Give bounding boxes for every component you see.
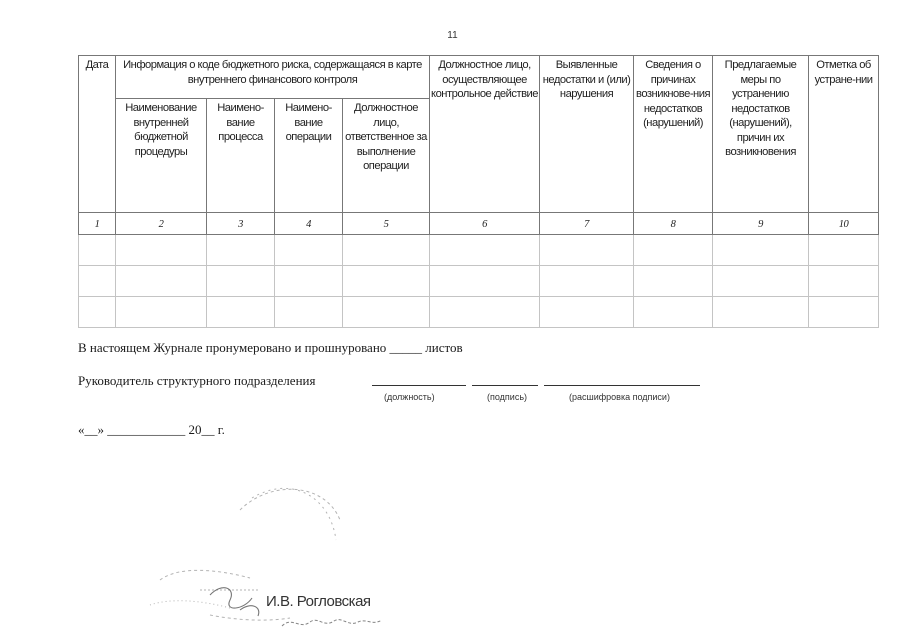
table-cell: [275, 266, 343, 297]
table-cell: [430, 297, 540, 328]
date-line: «__» ____________ 20__ г.: [78, 422, 225, 437]
position-caption: (должность): [384, 392, 435, 402]
column-number: 2: [116, 213, 207, 235]
column-number: 5: [343, 213, 430, 235]
handwritten-signature-icon: [278, 612, 388, 634]
table-row: [79, 297, 879, 328]
signer-name: И.В. Рогловская: [266, 593, 371, 610]
table-cell: [343, 266, 430, 297]
table-cell: [540, 297, 634, 328]
table-cell: [634, 235, 713, 266]
table-cell: [540, 235, 634, 266]
table-cell: [343, 235, 430, 266]
table-cell: [809, 297, 879, 328]
full-name-caption: (расшифровка подписи): [569, 392, 670, 402]
table-row: [79, 235, 879, 266]
header-measures: Предлагаемые меры по устранению недостатков (нарушений), причин их возникновения: [713, 56, 809, 213]
table-cell: [634, 266, 713, 297]
column-number: 9: [713, 213, 809, 235]
header-elimination-mark: Отметка об устране-нии: [809, 56, 879, 213]
table-cell: [713, 266, 809, 297]
table-cell: [713, 235, 809, 266]
table-cell: [79, 266, 116, 297]
subheader-responsible-official: Должностное лицо, ответственное за выполнение операции: [343, 99, 430, 213]
column-number: 4: [275, 213, 343, 235]
table-cell: [809, 235, 879, 266]
column-number: 10: [809, 213, 879, 235]
table-row: [79, 266, 879, 297]
table-cell: [116, 235, 207, 266]
table-cell: [275, 297, 343, 328]
table-cell: [116, 266, 207, 297]
signature-line: [472, 385, 538, 386]
table-cell: [634, 297, 713, 328]
column-number: 8: [634, 213, 713, 235]
subheader-process-name: Наимено-вание процесса: [207, 99, 275, 213]
full-name-signature-line: [544, 385, 700, 386]
position-signature-line: [372, 385, 466, 386]
column-number-row: [79, 213, 879, 235]
column-number: 6: [430, 213, 540, 235]
table-cell: [207, 297, 275, 328]
header-causes: Сведения о причинах возникнове-ния недостатков (нарушений): [634, 56, 713, 213]
table-cell: [713, 297, 809, 328]
table-cell: [275, 235, 343, 266]
subheader-operation-name: Наимено-вание операции: [275, 99, 343, 213]
column-number: 1: [79, 213, 116, 235]
control-journal-table: [78, 55, 879, 328]
table-cell: [343, 297, 430, 328]
table-cell: [430, 235, 540, 266]
table-cell: [207, 235, 275, 266]
faded-stamp-icon: [140, 470, 360, 635]
header-deficiencies: Выявленные недостатки и (или) нарушения: [540, 56, 634, 213]
table-cell: [207, 266, 275, 297]
header-budget-risk-info: Информация о коде бюджетного риска, содержащаяся в карте внутреннего финансового контроля: [116, 56, 430, 99]
header-date: Дата: [79, 56, 116, 213]
column-number: 7: [540, 213, 634, 235]
header-control-official: Должностное лицо, осуществляющее контрольное действие: [430, 56, 540, 213]
signature-caption: (подпись): [487, 392, 528, 402]
page-number: 11: [447, 30, 458, 41]
table-cell: [540, 266, 634, 297]
table-cell: [809, 266, 879, 297]
subheader-procedure-name: Наименование внутренней бюджетной процедуры: [116, 99, 207, 213]
pages-statement: В настоящем Журнале пронумеровано и прошнуровано _____ листов: [78, 340, 463, 355]
table-cell: [79, 235, 116, 266]
column-number: 3: [207, 213, 275, 235]
table-cell: [79, 297, 116, 328]
signature-role-label: Руководитель структурного подразделения: [78, 373, 316, 388]
table-cell: [116, 297, 207, 328]
table-cell: [430, 266, 540, 297]
